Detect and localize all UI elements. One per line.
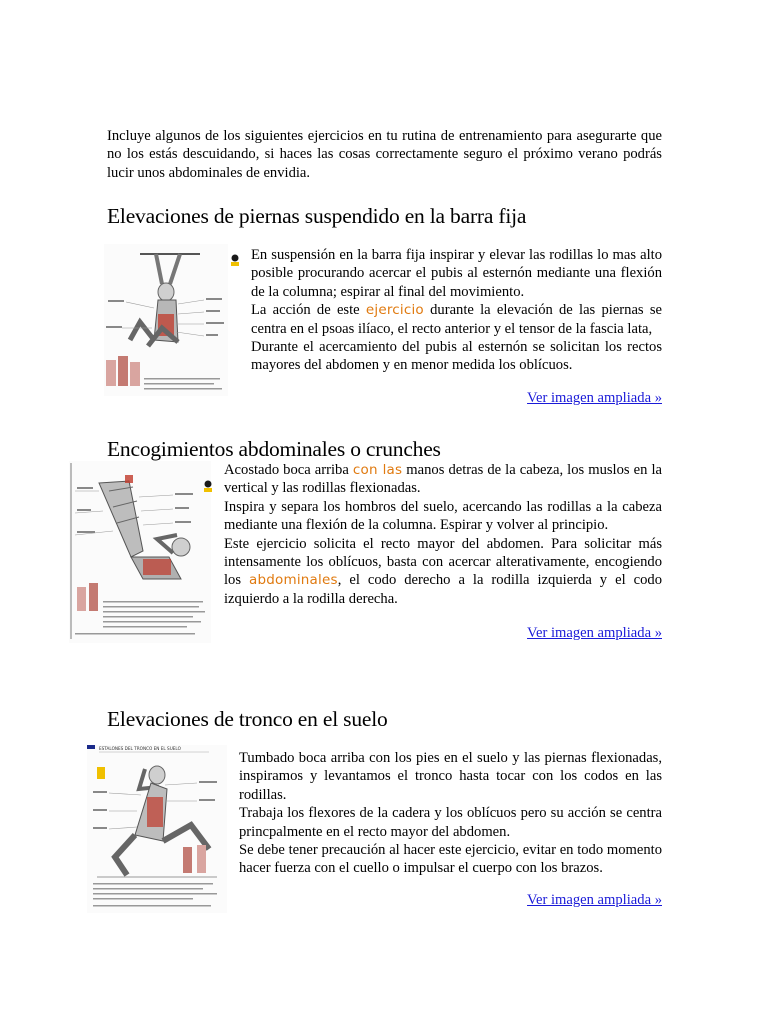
section-1-description [251,246,662,375]
section-1-paragraph-3: Durante el acercamiento del pubis al esternón se solicitan los rectos mayores del abdomen y en menor medida los oblícuos. [251,339,662,374]
figure-header-text: ESTALONES DEL TRONCO EN EL SUELO [99,746,181,751]
section-title-trunk-raises: Elevaciones de tronco en el suelo [107,707,388,731]
section-3-description [239,749,662,878]
intro-paragraph: Incluye algunos de los siguientes ejercicios en tu rutina de entrenamiento para asegurarte que no los estás descuidando, si haces las cosas correctamente seguro el próximo verano podrás lucir unos abdominales de envidia. [107,128,662,181]
text-span: La acción de este [251,302,366,319]
section-title-leg-raises: Elevaciones de piernas suspendido en la barra fija [107,204,527,228]
section-2-paragraph-3 [224,535,662,609]
ad-link-ejercicio[interactable]: ejercicio [365,302,424,319]
section-2-description [224,461,662,608]
section-title-crunches: Encogimientos abdominales o crunches [107,437,441,461]
ad-link-con-las[interactable]: con las [352,462,403,478]
view-larger-image-link[interactable]: Ver imagen ampliada » [527,390,662,406]
view-larger-image-link[interactable]: Ver imagen ampliada » [527,625,662,641]
section-3-paragraph-3: Se debe tener precaución al hacer este ejercicio, evitar en todo momento hacer fuerza con el cuello o impulsar el cuerpo con los brazos. [239,842,662,877]
section-1-paragraph-1: En suspensión en la barra fija inspirar y elevar las rodillas lo mas alto posible procurando acercar el pubis al esternón mediante una flexión de la columna; espirar al final del movimiento. [251,247,662,300]
text-span: , el codo derecho a la rodilla izquierda y el codo izquierdo a la rodilla derecha. [224,572,662,607]
section-3-paragraph-1: Tumbado boca arriba con los pies en el suelo y las piernas flexionadas, inspiramos y levantamos el tronco hasta tocar con los codos en las rodillas. [239,750,662,803]
pin-icon [229,253,241,269]
crunch-anatomy-illustration[interactable] [69,461,211,643]
section-2-paragraph-1 [224,461,662,498]
text-span: durante la elevación de las piernas se centra en el psoas ilíaco, el recto anterior y el tensor de la fascia lata, [251,302,662,337]
leg-raise-anatomy-illustration[interactable] [104,244,228,396]
pin-icon [202,479,214,495]
section-1-paragraph-2 [251,301,662,338]
text-span: Este ejercicio solicita el recto mayor del abdomen. Para solicitar más intensamente los oblícuos, basta con acercar alterativamente, encogiendo los [224,535,662,589]
section-2-paragraph-2: Inspira y separa los hombros del suelo, acercando las rodillas a la cabeza mediante una flexión de la columna. Espirar y volver al principio. [224,498,662,534]
trunk-raise-anatomy-illustration[interactable] [87,745,227,913]
ad-link-abdominales[interactable]: abdominales [249,572,338,589]
text-span: manos detras de la cabeza, los muslos en la vertical y las rodillas flexionadas. [224,462,662,497]
text-span: Acostado boca arriba [224,462,353,478]
section-3-paragraph-2: Trabaja los flexores de la cadera y los oblícuos pero su acción se centra princpalmente en el recto mayor del abdomen. [239,805,662,840]
view-larger-image-link[interactable]: Ver imagen ampliada » [527,892,662,908]
